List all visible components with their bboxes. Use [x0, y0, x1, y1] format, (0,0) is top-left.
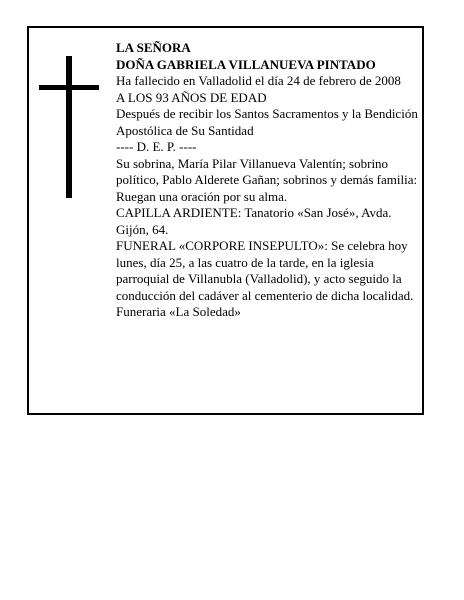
notice-title: LA SEÑORA	[116, 40, 191, 55]
funeral-info: FUNERAL «CORPORE INSEPULTO»: Se celebra hoy lunes, día 25, a las cuatro de la tarde, en la iglesia parroquial de Villanubla (Valladolid), y acto seguido la conducción del cadáver al cementerio de dicha localidad.	[116, 238, 414, 303]
cross-horizontal-bar	[39, 85, 99, 90]
dep-line: ---- D. E. P. ----	[116, 139, 197, 154]
cross-icon	[39, 56, 99, 198]
prayer-request: Ruegan una oración por su alma.	[116, 188, 288, 204]
sacraments-statement: Después de recibir los Santos Sacramentos y la Bendición Apostólica de Su Santidad	[116, 106, 418, 138]
funeral-home: Funeraria «La Soledad»	[116, 304, 241, 319]
chapel-info: CAPILLA ARDIENTE: Tanatorio «San José», Avda. Gijón, 64.	[116, 205, 392, 237]
obituary-notice	[27, 26, 424, 415]
family-statement: Su sobrina, María Pilar Villanueva Valentín; sobrino político, Pablo Alderete Gañan; sobrinos y demás familia:	[116, 155, 418, 187]
deceased-name: DOÑA GABRIELA VILLANUEVA PINTADO	[116, 56, 376, 72]
notice-text	[116, 40, 422, 321]
age-statement: A LOS 93 AÑOS DE EDAD	[116, 89, 267, 105]
cross-vertical-bar	[66, 56, 72, 198]
death-statement: Ha fallecido en Valladolid el día 24 de febrero de 2008	[116, 73, 401, 88]
